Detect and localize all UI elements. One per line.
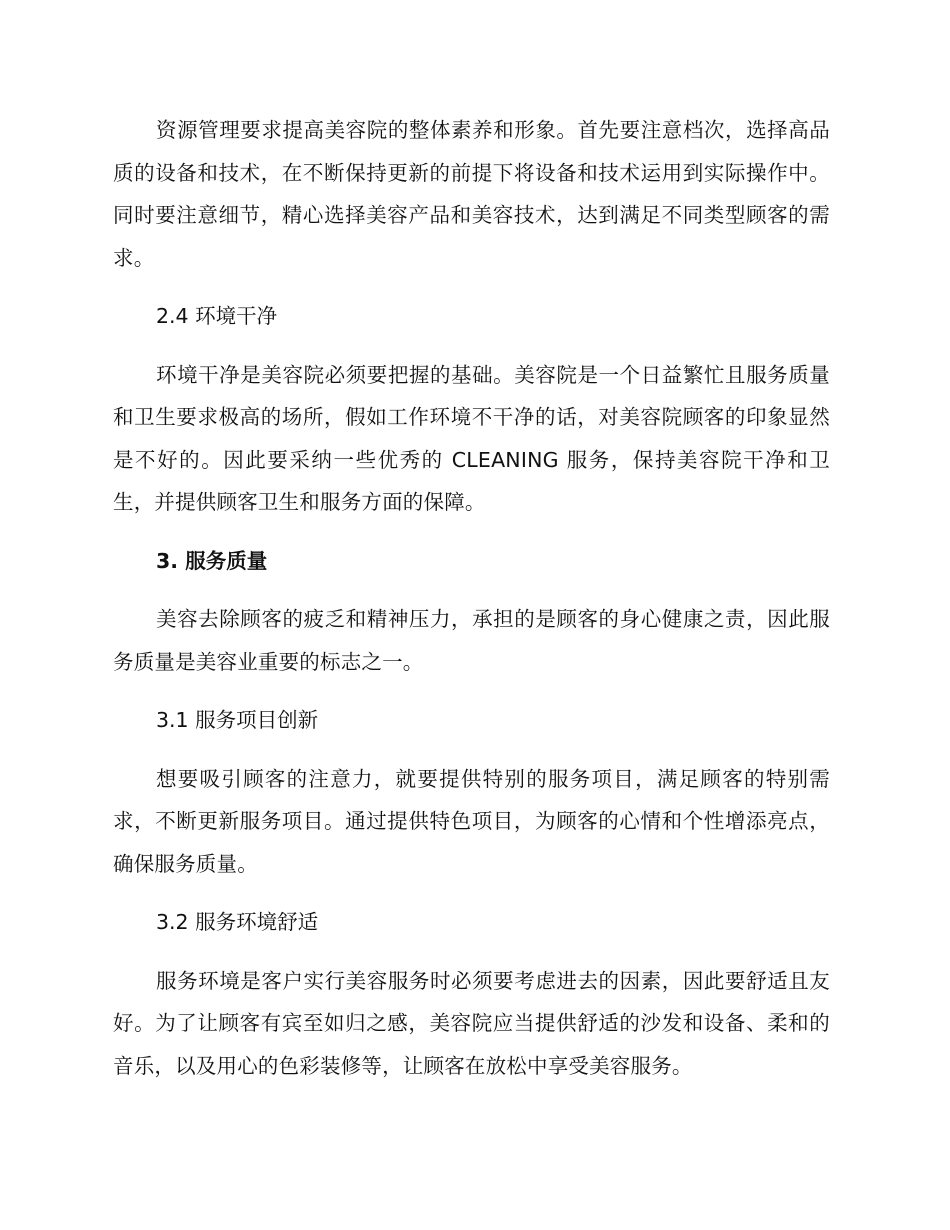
spacer [113, 683, 830, 699]
spacer [113, 742, 830, 758]
subheading-3-2: 3.2 服务环境舒适 [156, 910, 319, 934]
spacer [113, 885, 830, 901]
spacer [113, 279, 830, 295]
section-heading-3: 3. 服务质量 [156, 548, 268, 573]
spacer [113, 944, 830, 960]
paragraph-service-quality: 美容去除顾客的疲乏和精神压力，承担的是顾客的身心健康之责，因此服务质量是美容业重要的标志之一。 [113, 607, 830, 674]
paragraph-clean-environment: 环境干净是美容院必须要把握的基础。美容院是一个日益繁忙且服务质量和卫生要求极高的场所，假如工作环境不干净的话，对美容院顾客的印象显然是不好的。因此要采纳一些优秀的 CLEANING 服务，保持美容院干净和卫生，并提供顾客卫生和服务方面的保障。 [113, 362, 830, 514]
spacer [113, 338, 830, 354]
paragraph-resource-management: 资源管理要求提高美容院的整体素养和形象。首先要注意档次，选择高品质的设备和技术，在不断保持更新的前提下将设备和技术运用到实际操作中。同时要注意细节，精心选择美容产品和美容技术，达到满足不同类型顾客的需求。 [113, 118, 830, 270]
paragraph-service-innovation: 想要吸引顾客的注意力，就要提供特别的服务项目，满足顾客的特别需求，不断更新服务项目。通过提供特色项目，为顾客的心情和个性增添亮点，确保服务质量。 [113, 766, 830, 876]
spacer [113, 582, 830, 598]
subheading-3-1: 3.1 服务项目创新 [156, 708, 319, 732]
spacer [113, 524, 830, 540]
subheading-2-4: 2.4 环境干净 [156, 304, 278, 328]
paragraph-comfortable-environment: 服务环境是客户实行美容服务时必须要考虑进去的因素，因此要舒适且友好。为了让顾客有宾至如归之感，美容院应当提供舒适的沙发和设备、柔和的音乐，以及用心的色彩装修等，让顾客在放松中享受美容服务。 [113, 968, 830, 1078]
